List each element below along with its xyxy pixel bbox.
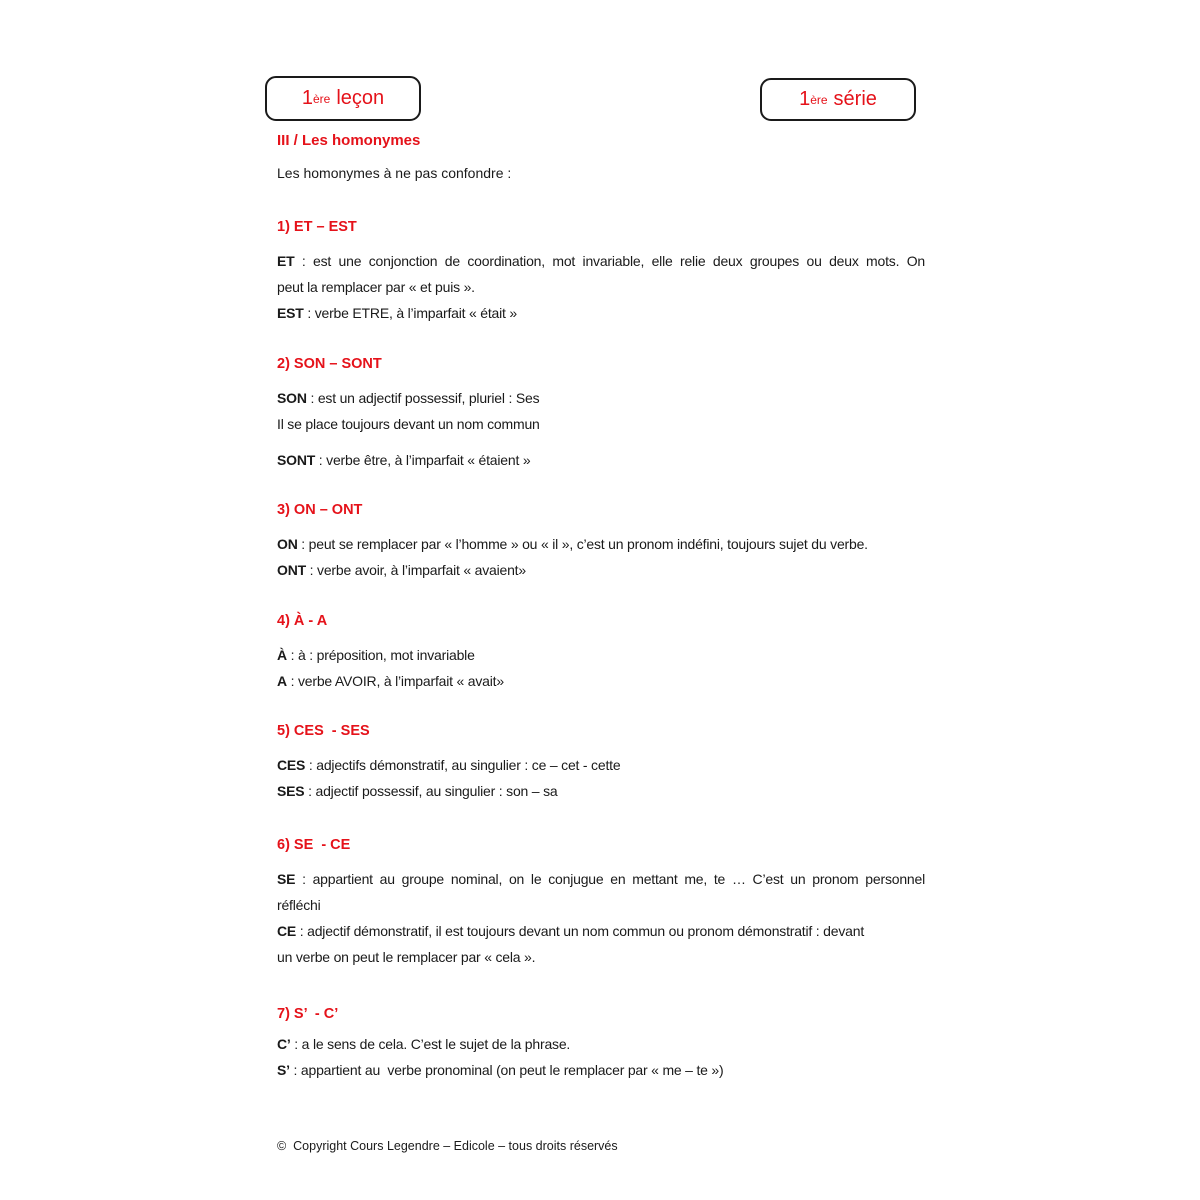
definition-line [277,918,925,944]
definition-text: : appartient au verbe pronominal (on peut le remplacer par « me – te ») [289,1062,724,1078]
term: A [277,673,287,689]
definition-line [277,778,925,804]
section-et-est [277,214,925,326]
term: ONT [277,562,306,578]
section-heading: 5) CES - SES [277,723,370,739]
definition-text: un verbe on peut le remplacer par « cela ». [277,949,536,965]
series-badge-label: série [833,88,877,110]
definition-line [277,411,925,437]
section-son-sont [277,351,925,473]
section-on-ont [277,497,925,583]
definition-text: : à : préposition, mot invariable [286,647,475,663]
definition-text: : verbe être, à l’imparfait « étaient » [315,452,531,468]
term: SE [277,871,296,887]
term: ON [277,536,298,552]
copyright-footer: © Copyright Cours Legendre – Edicole – tous droits réservés [277,1139,618,1153]
definition-text: peut la remplacer par « et puis ». [277,279,475,295]
definition-text: : a le sens de cela. C’est le sujet de la phrase. [290,1036,571,1052]
definition-text: : adjectif démonstratif, il est toujours devant un nom commun ou pronom démonstratif : devant [296,923,865,939]
intro-text: Les homonymes à ne pas confondre : [277,165,512,181]
definition-text: : verbe avoir, à l’imparfait « avaient» [305,562,526,578]
section-heading: 1) ET – EST [277,219,357,235]
definition-line [277,248,925,274]
term: À [277,647,287,663]
term: S’ [277,1062,290,1078]
section-heading: 7) S’ - C’ [277,1006,339,1022]
section-heading: 4) À - A [277,613,328,629]
definition-line [277,274,925,300]
definition-line [277,752,925,778]
term: CE [277,923,297,939]
document-title: III / Les homonymes [277,132,421,149]
definition-line [277,944,925,970]
definition-text: : est un adjectif possessif, pluriel : Ses [306,390,540,406]
term: ET [277,253,295,269]
section-a-accent-a [277,608,925,694]
definition-text: : adjectifs démonstratif, au singulier : ce – cet - cette [305,757,621,773]
term: SES [277,783,305,799]
section-heading: 3) ON – ONT [277,502,363,518]
definition-text: : adjectif possessif, au singulier : son – sa [304,783,558,799]
term: CES [277,757,306,773]
definition-text: : peut se remplacer par « l’homme » ou « il », c’est un pronom indéfini, toujours sujet du verbe. [297,536,868,552]
section-heading: 6) SE - CE [277,837,351,853]
series-badge: 1 ère série [760,78,916,121]
lesson-badge: 1 ère leçon [265,76,421,121]
definition-text: : verbe ETRE, à l’imparfait « était » [303,305,518,321]
definition-text: : est une conjonction de coordination, mot invariable, elle relie deux groupes ou deux mots. On [294,253,925,269]
definition-line [277,668,925,694]
definition-line [277,1031,925,1057]
term: C’ [277,1036,291,1052]
definition-line [277,1057,925,1083]
definition-text: : appartient au groupe nominal, on le conjugue en mettant me, te … C’est un pronom personnel [295,871,925,887]
definition-line [277,531,925,557]
section-ces-ses [277,718,925,804]
definition-text: Il se place toujours devant un nom commun [277,416,540,432]
term: EST [277,305,304,321]
definition-line [277,557,925,583]
definition-line [277,642,925,668]
series-badge-number: 1 [799,88,811,110]
definition-line [277,892,925,918]
section-s-apostrophe-c-apostrophe [277,1001,925,1083]
definition-line [277,300,925,326]
definition-line [277,385,925,411]
term: SONT [277,452,316,468]
section-heading: 2) SON – SONT [277,356,382,372]
definition-line [277,866,925,892]
section-se-ce [277,832,925,970]
definition-line [277,447,925,473]
definition-text: réfléchi [277,897,321,913]
term: SON [277,390,307,406]
lesson-badge-label: leçon [336,87,385,109]
lesson-badge-number: 1 [301,87,313,109]
definition-text: : verbe AVOIR, à l’imparfait « avait» [286,673,504,689]
